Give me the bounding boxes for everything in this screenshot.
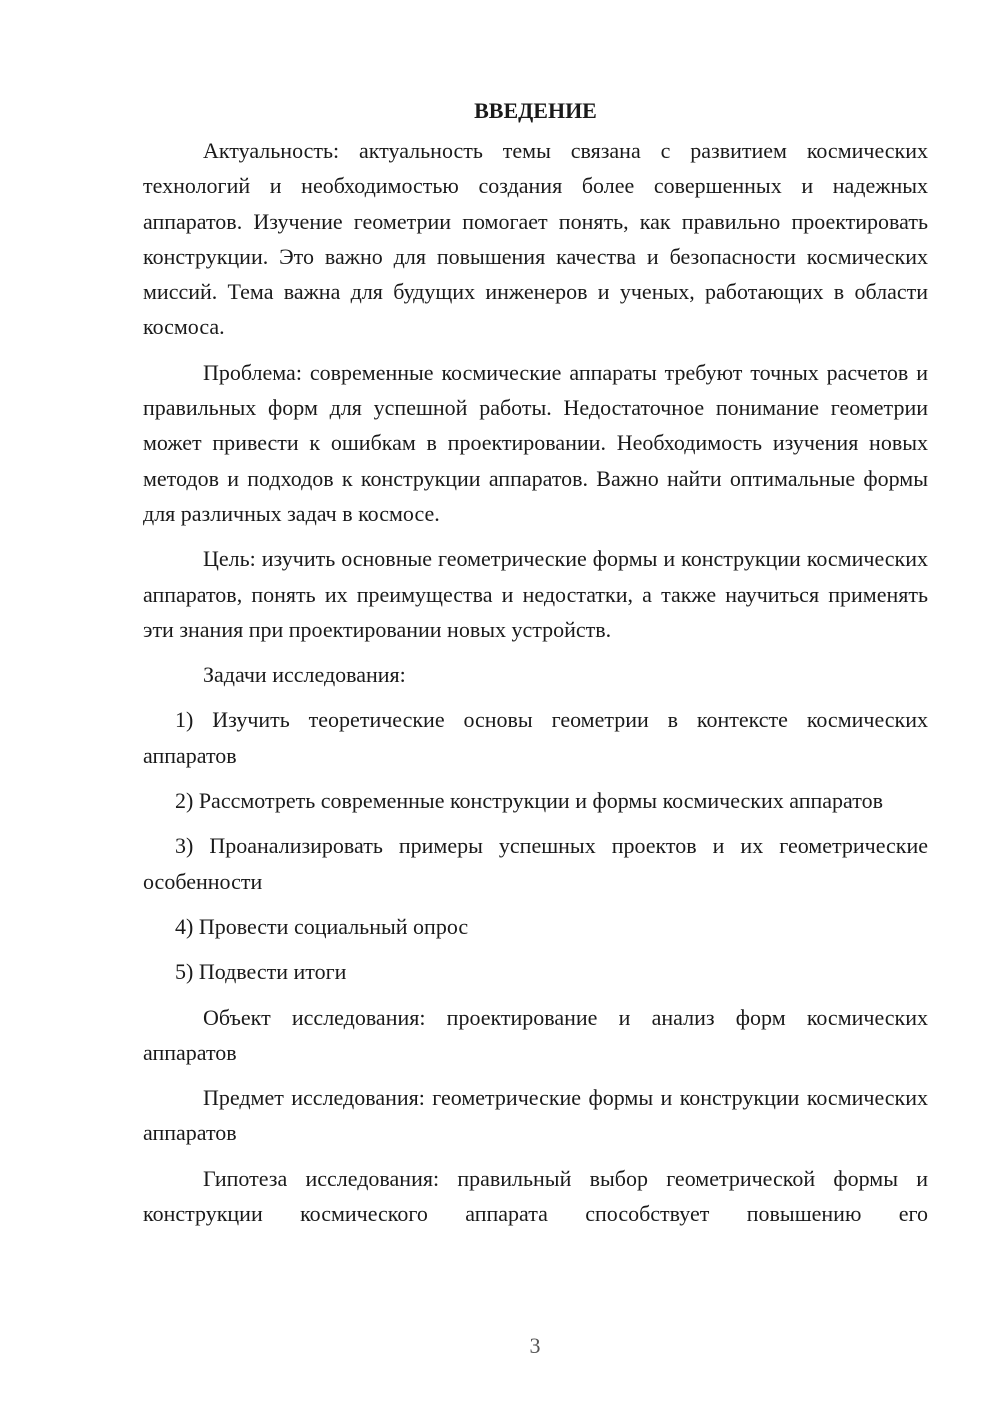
task-item-3: 3) Проанализировать примеры успешных проектов и их геометрические особенности bbox=[143, 833, 928, 894]
goal-paragraph: Цель: изучить основные геометрические формы и конструкции космических аппаратов, понять их преимущества и недостатки, а также научиться применять эти знания при проектировании новых устройств. bbox=[143, 546, 928, 642]
task-item-1: 1) Изучить теоретические основы геометрии в контексте космических аппаратов bbox=[143, 707, 928, 768]
problem-paragraph: Проблема: современные космические аппараты требуют точных расчетов и правильных форм для успешной работы. Недостаточное понимание геометрии может привести к ошибкам в проектировании. Необходимость изучения новых методов и подходов к конструкции аппаратов. Важно найти оптимальные формы для различных задач в космосе. bbox=[143, 359, 928, 526]
subject-paragraph: Предмет исследования: геометрические формы и конструкции космических аппаратов bbox=[143, 1085, 928, 1146]
relevance-paragraph: Актуальность: актуальность темы связана с развитием космических технологий и необходимостью создания более совершенных и надежных аппаратов. Изучение геометрии помогает понять, как правильно проектировать конструкции. Это важно для повышения качества и безопасности космических миссий. Тема важна для будущих инженеров и ученых, работающих в области космоса. bbox=[143, 138, 928, 340]
document-page bbox=[143, 93, 928, 1241]
task-item-5: 5) Подвести итоги bbox=[175, 959, 347, 985]
section-title: ВВЕДЕНИЕ bbox=[474, 98, 597, 123]
hypothesis-paragraph: Гипотеза исследования: правильный выбор геометрической формы и конструкции космического аппарата способствует повышению его bbox=[143, 1165, 928, 1227]
tasks-heading: Задачи исследования: bbox=[203, 662, 406, 688]
task-item-2: 2) Рассмотреть современные конструкции и формы космических аппаратов bbox=[175, 788, 883, 814]
page-number: 3 bbox=[529, 1333, 541, 1358]
object-paragraph: Объект исследования: проектирование и анализ форм космических аппаратов bbox=[143, 1004, 928, 1065]
task-item-4: 4) Провести социальный опрос bbox=[175, 913, 469, 939]
